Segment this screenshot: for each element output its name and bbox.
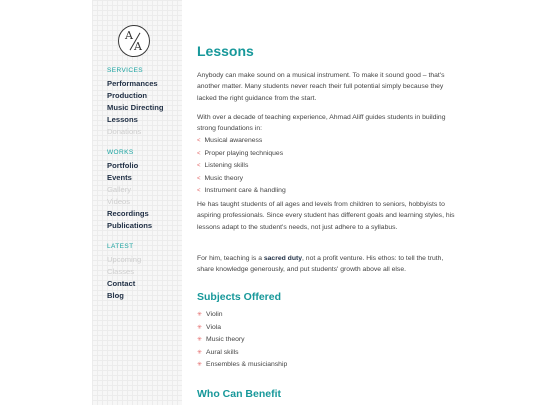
taught-paragraph: He has taught students of all ages and levels from children to seniors, hobbyists to aspiring professionals. Since every student has different goals and learning styles, his lessons adapt to the student's needs, not just adhere to a syllabus. (197, 201, 455, 231)
logo-letter-top: A (125, 29, 133, 42)
nav-latest (107, 243, 187, 302)
nav-item-gallery[interactable]: Gallery (107, 185, 132, 194)
share-icon: < (197, 188, 201, 195)
share-icon: < (197, 175, 201, 182)
nav-item-upcoming[interactable]: Upcoming (107, 255, 142, 264)
subjects-list (197, 309, 287, 372)
experience-paragraph: With over a decade of teaching experience, Ahmad Aliff guides students in building strong foundations in: (197, 114, 446, 133)
list-item: ✳ Violin (197, 311, 223, 318)
sparkle-icon: ✳ (197, 337, 203, 344)
nav-heading-latest: LATEST (107, 243, 134, 250)
duty-paragraph: For him, teaching is a sacred duty, not a profit venture. His ethos: to tell the truth, share knowledge generously, and put students' growth above all else. (197, 255, 444, 274)
nav-item-production[interactable]: Production (107, 91, 148, 100)
nav-works (107, 149, 187, 232)
benefit-heading: Who Can Benefit (197, 388, 281, 400)
share-icon: < (197, 163, 201, 170)
list-item: < Music theory (197, 174, 244, 182)
page-title: Lessons (197, 43, 254, 59)
list-item: ✳ Music theory (197, 336, 245, 344)
nav-item-classes[interactable]: Classes (107, 267, 135, 276)
sparkle-icon: ✳ (197, 362, 203, 369)
list-item: < Musical awareness (197, 137, 263, 144)
nav-item-donations[interactable]: Donations (107, 127, 142, 136)
nav-item-portfolio[interactable]: Portfolio (107, 161, 139, 170)
nav-item-publications[interactable]: Publications (107, 221, 153, 230)
nav-item-performances[interactable]: Performances (107, 79, 158, 88)
sparkle-icon: ✳ (197, 324, 203, 331)
nav-heading-works: WORKS (107, 149, 134, 156)
nav-item-blog[interactable]: Blog (107, 291, 124, 300)
list-item: ✳ Ensembles & musicianship (197, 361, 288, 369)
share-icon: < (197, 138, 201, 144)
nav-item-lessons[interactable]: Lessons (107, 115, 138, 124)
sparkle-icon: ✳ (197, 349, 203, 356)
sparkle-icon: ✳ (197, 312, 203, 318)
nav-heading-services: SERVICES (107, 67, 143, 74)
logo-letter-bottom: A (134, 40, 142, 53)
nav-services (107, 67, 187, 138)
intro-paragraph: Anybody can make sound on a musical instrument. To make it sound good – that's another matter. Many students never reach their full potential simply because they lacked the right guidance from the start. (197, 72, 445, 102)
nav-item-videos[interactable]: Videos (107, 197, 131, 206)
nav-item-recordings[interactable]: Recordings (107, 209, 149, 218)
list-item: < Listening skills (197, 162, 249, 170)
list-item: < Instrument care & handling (197, 187, 286, 195)
logo[interactable] (118, 25, 150, 57)
nav-item-music-directing[interactable]: Music Directing (107, 103, 164, 112)
subjects-heading: Subjects Offered (197, 291, 282, 303)
nav-item-events[interactable]: Events (107, 173, 132, 182)
sacred-duty-text: sacred duty (263, 255, 303, 262)
share-icon: < (197, 150, 201, 157)
list-item: ✳ Aural skills (197, 348, 239, 356)
foundations-list (197, 135, 286, 198)
list-item: < Proper playing techniques (197, 149, 284, 157)
nav-item-contact[interactable]: Contact (107, 279, 136, 288)
list-item: ✳ Viola (197, 323, 222, 331)
